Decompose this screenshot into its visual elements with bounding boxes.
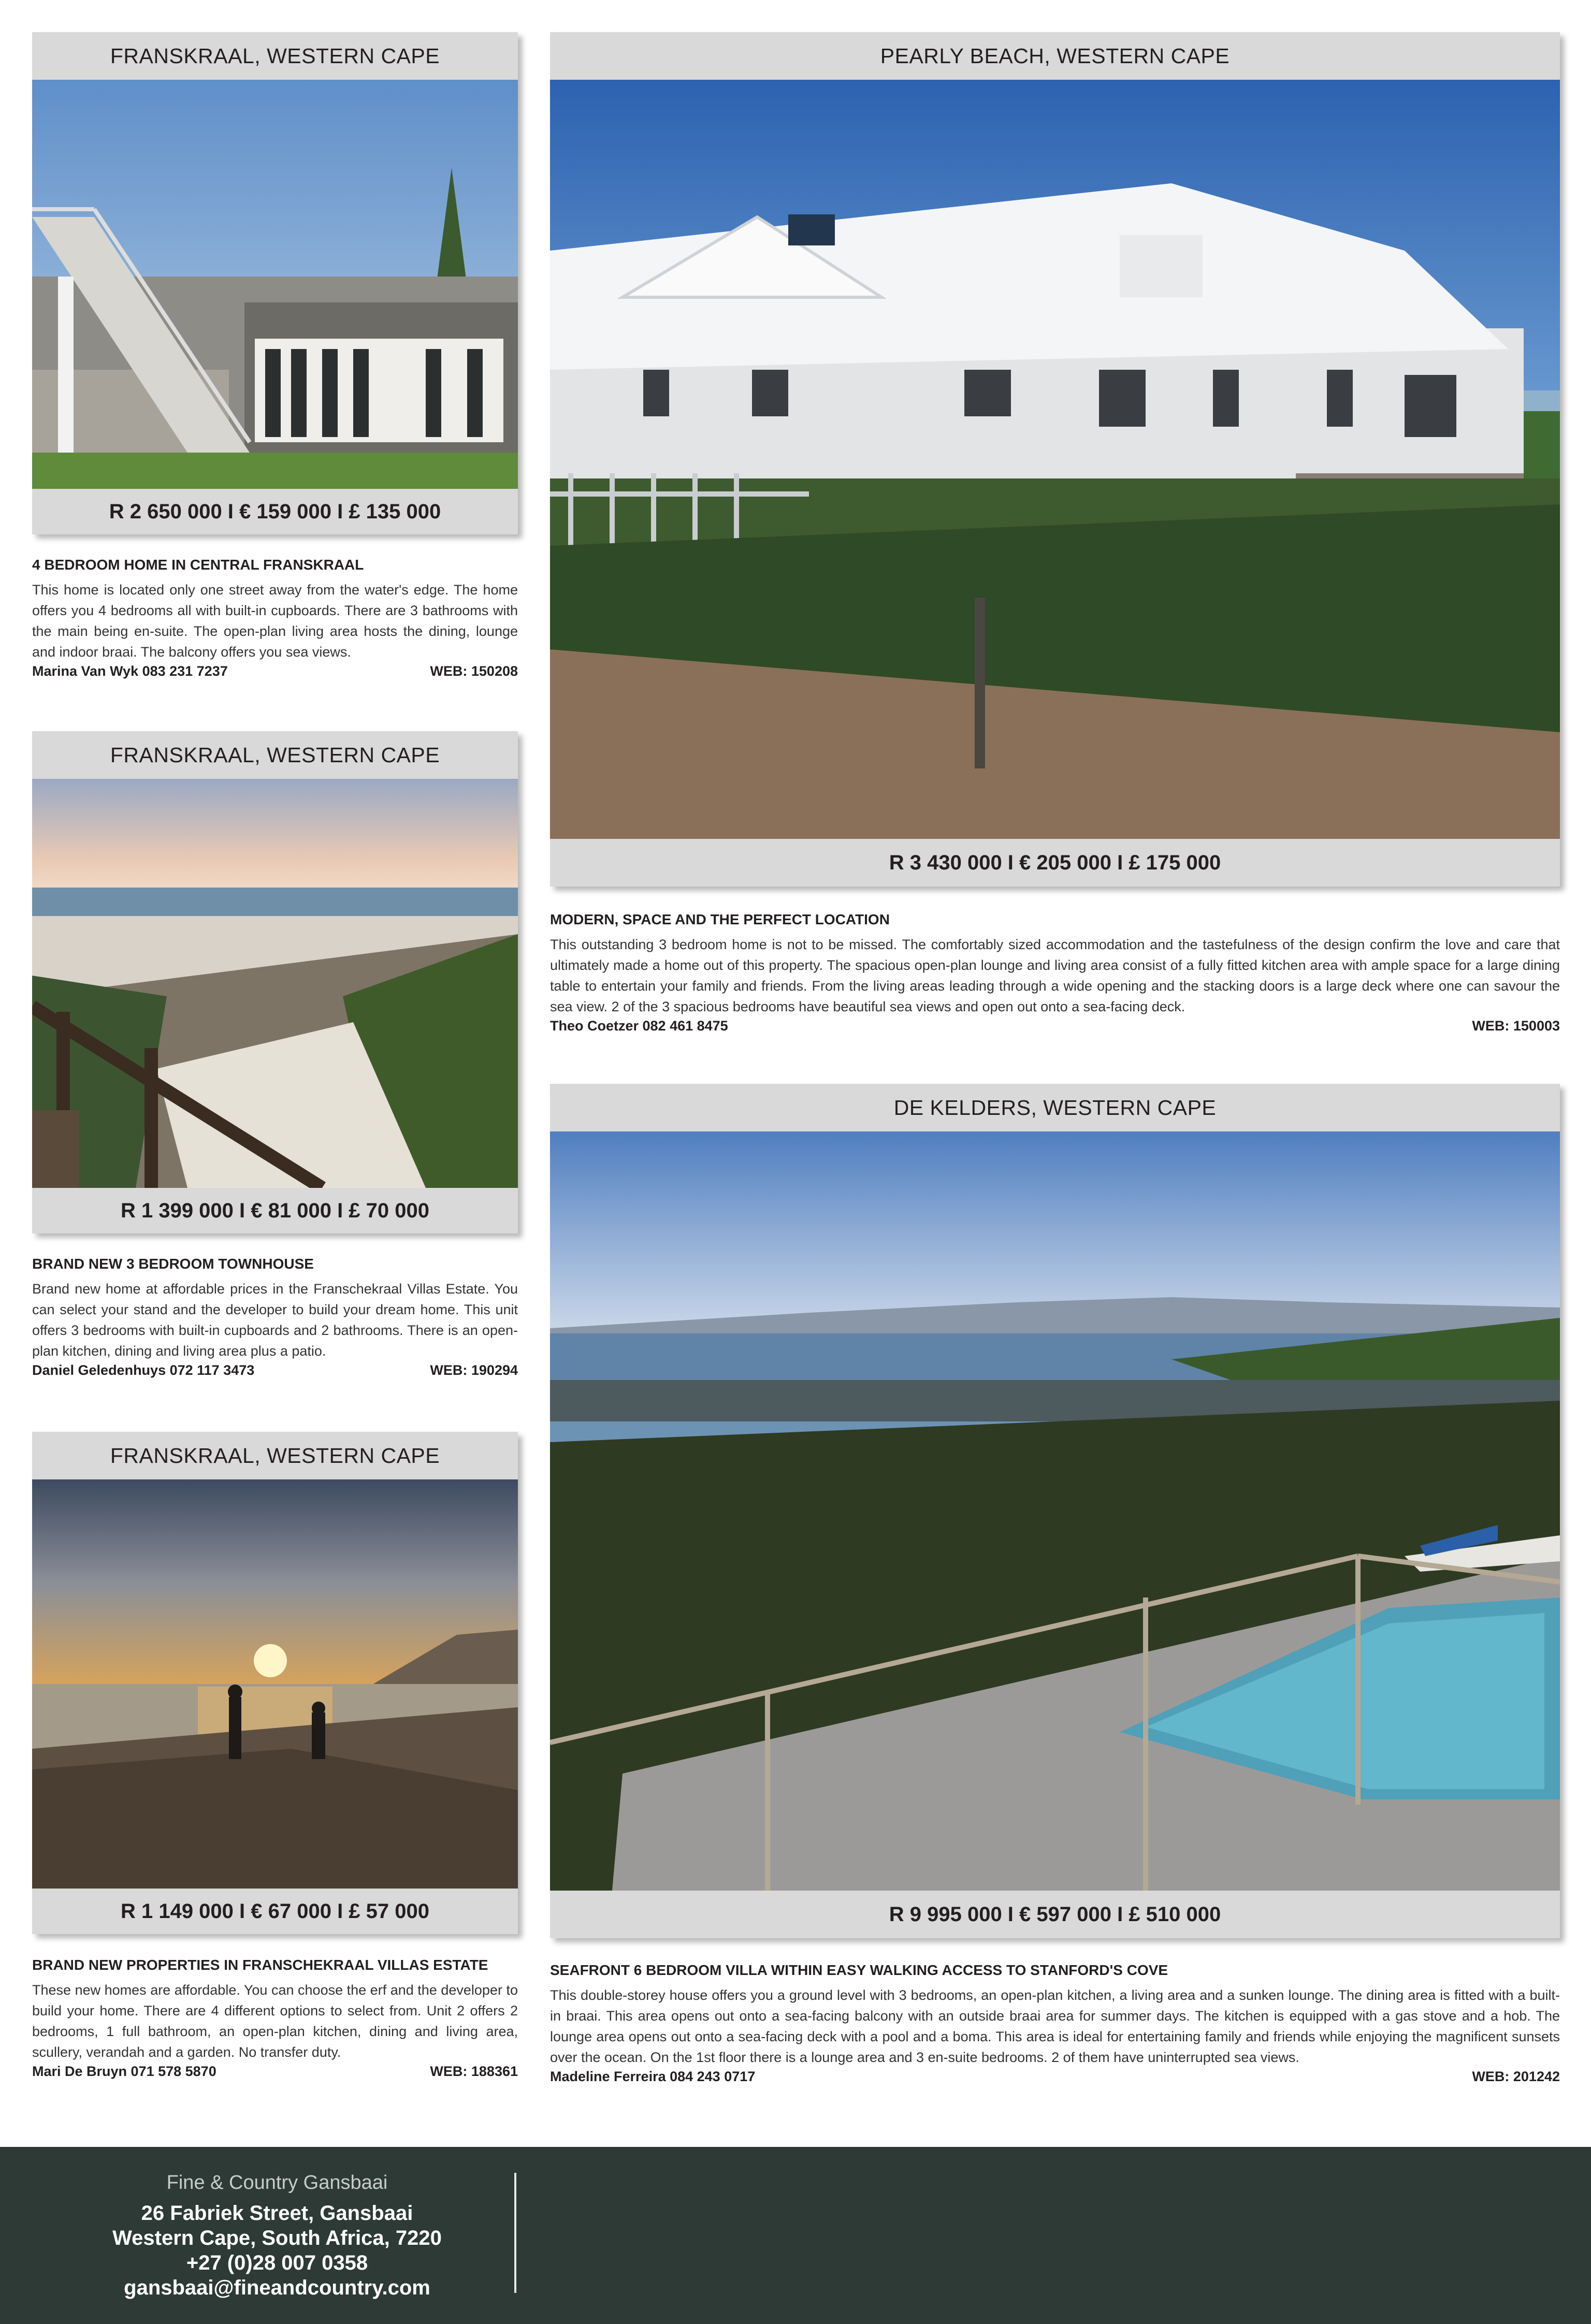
house-with-staircase-photo [32,80,518,489]
listing-details-franskraal-3 [32,1957,518,2080]
listing-title: BRAND NEW 3 BEDROOM TOWNHOUSE [32,1256,314,1272]
listing-title: MODERN, SPACE AND THE PERFECT LOCATION [550,911,890,927]
location-header: FRANSKRAAL, WESTERN CAPE [32,731,518,779]
price-bar: R 3 430 000 I € 205 000 I £ 175 000 [550,839,1560,887]
listing-title: 4 BEDROOM HOME IN CENTRAL FRANSKRAAL [32,557,364,573]
location-header: PEARLY BEACH, WESTERN CAPE [550,32,1560,80]
sea-view-deck-pool-photo [550,1131,1560,1891]
listing-title: SEAFRONT 6 BEDROOM VILLA WITHIN EASY WALKING ACCESS TO STANFORD'S COVE [550,1962,1168,1978]
listing-details-franskraal-2 [32,1256,518,1378]
price-bar: R 2 650 000 I € 159 000 I £ 135 000 [32,489,518,534]
web-reference[interactable]: WEB: 188361 [430,2064,518,2079]
location-header: FRANSKRAAL, WESTERN CAPE [32,1432,518,1479]
beach-sunset-people-photo [32,1479,518,1889]
office-email[interactable]: gansbaai@fineandcountry.com [124,2276,430,2299]
listing-card-franskraal-1[interactable] [32,32,518,534]
listing-details-de-kelders [550,1962,1560,2085]
office-street: 26 Fabriek Street, Gansbaai [141,2202,413,2225]
price-bar: R 1 399 000 I € 81 000 I £ 70 000 [32,1188,518,1233]
web-reference[interactable]: WEB: 201242 [1472,2069,1560,2084]
agent-contact[interactable]: Daniel Geledenhuys 072 117 3473 [32,1362,255,1378]
location-header: FRANSKRAAL, WESTERN CAPE [32,32,518,80]
office-region: Western Cape, South Africa, 7220 [112,2227,442,2249]
office-footer [0,2147,1591,2324]
price-bar: R 9 995 000 I € 597 000 I £ 510 000 [550,1891,1560,1938]
white-beach-house-photo [550,80,1560,839]
web-reference[interactable]: WEB: 150208 [430,663,518,679]
listing-title: BRAND NEW PROPERTIES IN FRANSCHEKRAAL VILLAS ESTATE [32,1957,488,1973]
listing-card-franskraal-2[interactable] [32,731,518,1233]
listing-card-de-kelders[interactable] [550,1084,1560,1938]
listing-details-pearly-beach [550,911,1560,1034]
listing-description: These new homes are affordable. You can choose the erf and the developer to build your home. There are 4 different options to select from. Unit 2 offers 2 bedrooms, 1 full bathroom, an open-plan kitchen, dining and living area, scullery, verandah and a garden. No transfer duty. [32,1982,518,2060]
listing-card-pearly-beach[interactable] [550,32,1560,887]
listing-description: Brand new home at affordable prices in the Franschekraal Villas Estate. You can select your stand and the developer to build your dream home. This unit offers 3 bedrooms with built-in cupboards and 2 bathrooms. There is an open-plan kitchen, dining and living area plus a patio. [32,1281,518,1359]
listing-description: This outstanding 3 bedroom home is not to be missed. The comfortably sized accommodation and the tastefulness of the design confirm the love and care that ultimately made a home out of this property. The spacious open-plan lounge and living area consist of a fully fitted kitchen area with ample space for a large dining table to entertain your family and friends. From the living areas leading through a wide opening and the stacking doors is a large deck where one can savour the sea view. 2 of the 3 spacious bedrooms have beautiful sea views and open out onto a sea-facing deck. [550,937,1560,1014]
agent-contact[interactable]: Mari De Bruyn 071 578 5870 [32,2064,216,2079]
office-phone[interactable]: +27 (0)28 007 0358 [186,2252,368,2274]
location-header: DE KELDERS, WESTERN CAPE [550,1084,1560,1131]
office-brand: Fine & Country Gansbaai [166,2172,388,2194]
listing-details-franskraal-1 [32,557,518,679]
footer-divider [514,2173,516,2293]
agent-contact[interactable]: Madeline Ferreira 084 243 0717 [550,2069,756,2084]
listing-description: This home is located only one street away from the water's edge. The home offers you 4 bedrooms all with built-in cupboards. There are 3 bathrooms with the main being en-suite. The open-plan living area hosts the dining, lounge and indoor braai. The balcony offers you sea views. [32,582,518,660]
web-reference[interactable]: WEB: 150003 [1472,1018,1560,1034]
web-reference[interactable]: WEB: 190294 [430,1362,518,1378]
agent-contact[interactable]: Marina Van Wyk 083 231 7237 [32,663,228,679]
agent-contact[interactable]: Theo Coetzer 082 461 8475 [550,1018,728,1034]
listing-card-franskraal-3[interactable] [32,1432,518,1934]
beach-boardwalk-sunset-photo [32,779,518,1188]
price-bar: R 1 149 000 I € 67 000 I £ 57 000 [32,1889,518,1934]
listing-description: This double-storey house offers you a ground level with 3 bedrooms, an open-plan kitchen, a living area and a sunken lounge. The dining area is fitted with a built-in braai. This area opens out onto a sea-facing balcony with an outside braai area for summer days. The kitchen is equipped with a gas stove and a hob. The lounge area opens out onto a sea-facing deck with a pool and a boma. This area is ideal for entertaining family and friends while enjoying the magnificent sunsets over the ocean. On the 1st floor there is a lounge area and 3 en-suite bedrooms. 2 of them have uninterrupted sea views. [550,1987,1560,2065]
